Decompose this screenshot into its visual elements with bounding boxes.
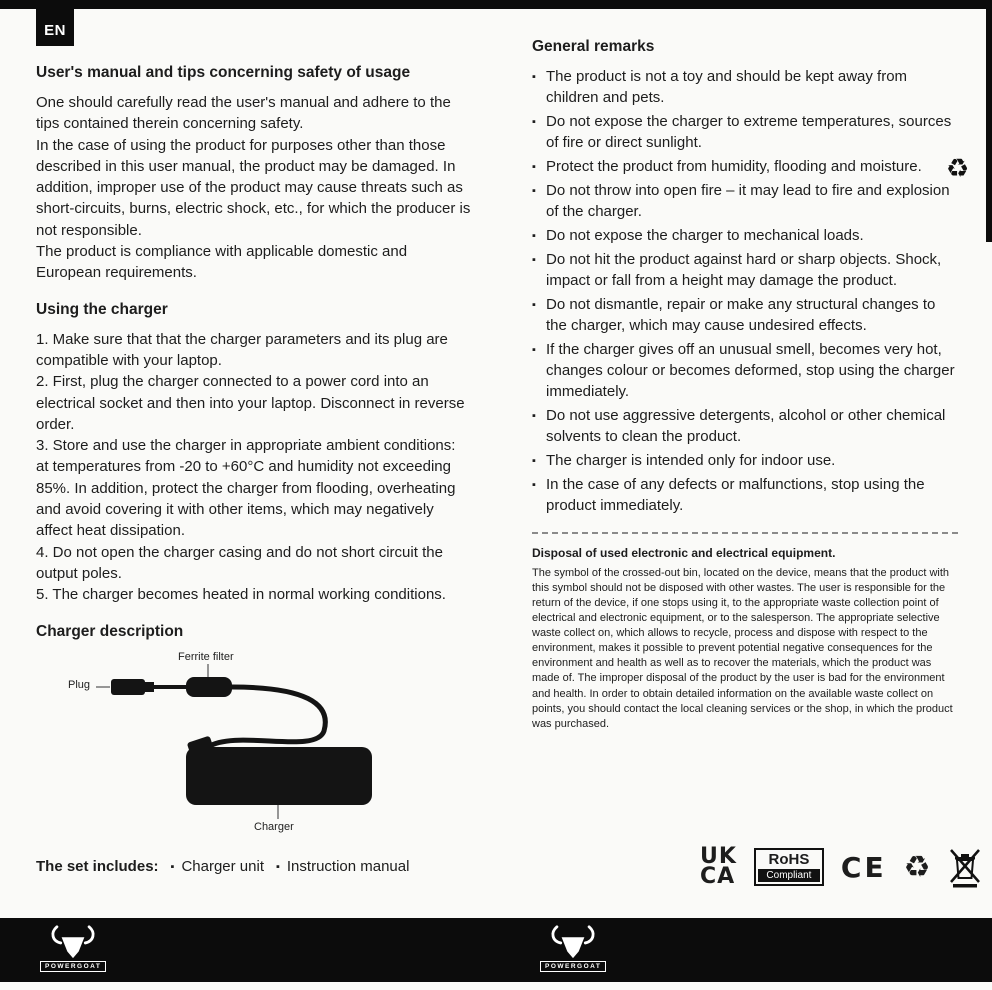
powergoat-logo: [540, 924, 606, 972]
set-includes-line: [36, 858, 409, 875]
rohs-label: RoHS: [768, 850, 810, 868]
compliance-logos: [700, 845, 982, 889]
left-column: [36, 64, 472, 837]
top-bar: [0, 0, 992, 9]
goat-icon: [547, 924, 599, 960]
remark-item: ▪ Do not hit the product against hard or sharp objects. Shock, impact or fall from a height may damage the product.: [532, 249, 958, 291]
instruction-item: 2. First, plug the charger connected to a power cord into an electrical socket and then into your laptop. Disconnect in reverse order.: [36, 373, 465, 433]
footer-band: [0, 918, 992, 982]
weee-bin-icon: [948, 845, 982, 889]
rohs-mark: [754, 848, 824, 887]
recycle-icon: ♻: [903, 849, 931, 885]
manual-paragraph: The product is compliance with applicable domestic and European requirements.: [36, 243, 408, 282]
rohs-compliant-label: Compliant: [758, 869, 820, 882]
right-edge-bar: [986, 0, 992, 242]
remark-item: ▪ Do not expose the charger to mechanical loads.: [532, 225, 958, 246]
set-includes-item: Charger unit: [181, 858, 264, 875]
manual-heading: User's manual and tips concerning safety of usage: [36, 64, 411, 81]
instruction-item: 3. Store and use the charger in appropriate ambient conditions: at temperatures from -20 to +60°C and humidity not exceeding 85%. In addition, protect the charger from flooding, overheating and avoid covering it with other items, which may negatively affect heat dissipation.: [36, 437, 456, 540]
charger-diagram-art: [36, 651, 456, 837]
using-charger-heading: Using the charger: [36, 300, 168, 318]
right-column: [532, 38, 958, 732]
plug-label: Plug: [68, 678, 91, 691]
set-includes-label: The set includes:: [36, 858, 159, 875]
powergoat-logo: [40, 924, 106, 972]
remark-item: ▪ Do not throw into open fire – it may lead to fire and explosion of the charger.: [532, 180, 958, 222]
remark-item: ▪ Do not expose the charger to extreme temperatures, sources of fire or direct sunlight.: [532, 111, 958, 153]
goat-icon: [47, 924, 99, 960]
charger-label: Charger: [254, 820, 294, 833]
recycle-icon: ♻: [946, 154, 970, 184]
disposal-heading: Disposal of used electronic and electrical equipment.: [532, 546, 836, 560]
bullet-icon: ▪: [170, 861, 175, 873]
charger-description-heading: Charger description: [36, 622, 184, 640]
dashed-divider: [532, 532, 958, 534]
remark-item: ▪ Protect the product from humidity, flooding and moisture.: [532, 156, 958, 177]
remark-item: ▪ Do not use aggressive detergents, alcohol or other chemical solvents to clean the product.: [532, 405, 958, 447]
ukca-top: UK: [700, 843, 737, 869]
remark-item: ▪ Do not dismantle, repair or make any structural changes to the charger, which may cause undesired effects.: [532, 294, 958, 336]
remark-item: ▪ The charger is intended only for indoor use.: [532, 450, 958, 471]
manual-paragraph: In the case of using the product for purposes other than those described in this user manual, the product may be damaged. In addition, improper use of the product may cause threats such as short-circuits, burns, electric shock, etc., for which the producer is not responsible.: [36, 136, 471, 239]
remark-item: ▪ If the charger gives off an unusual smell, becomes very hot, changes colour or becomes deformed, stop using the charger immediately.: [532, 339, 958, 402]
manual-paragraph: One should carefully read the user's manual and adhere to the tips contained therein concerning safety.: [36, 94, 451, 133]
ferrite-filter-label: Ferrite filter: [178, 650, 234, 663]
disposal-text: The symbol of the crossed-out bin, located on the device, means that the product with this symbol should not be disposed with other wastes. The user is responsible for the return of the device, if one stops using it, to the appropriate waste collection point of electrical and electronic equipment, or to the salesperson. The appropriate selective waste collect on, which allows to recycle, process and dispose with respect to the environment, makes it possible to prevent potential negative consequences for the environment and health as well as to recover the materials, which the product was made of. The improper disposal of the product by the user is bad for the environment and health. In order to obtain detailed information on the available waste collect on points, you should contact the local cleaning services or the shop, in which the product was purchased.: [532, 567, 953, 730]
brand-text: POWERGOAT: [540, 961, 606, 972]
instruction-item: 4. Do not open the charger casing and do not short circuit the output poles.: [36, 543, 443, 582]
remark-item: ▪ In the case of any defects or malfunctions, stop using the product immediately.: [532, 474, 958, 516]
language-badge: EN: [36, 0, 74, 46]
general-remarks-heading: General remarks: [532, 38, 655, 55]
charger-diagram: [36, 651, 456, 837]
ce-mark: CE: [840, 850, 887, 884]
ukca-bottom: CA: [700, 864, 736, 889]
ukca-mark: [700, 843, 737, 889]
instruction-item: 5. The charger becomes heated in normal working conditions.: [36, 586, 446, 604]
remark-item: ▪ The product is not a toy and should be kept away from children and pets.: [532, 66, 958, 108]
set-includes-item: Instruction manual: [286, 858, 410, 875]
brand-text: POWERGOAT: [40, 961, 106, 972]
bullet-icon: ▪: [275, 861, 280, 873]
instruction-item: 1. Make sure that that the charger parameters and its plug are compatible with your laptop.: [36, 330, 448, 369]
